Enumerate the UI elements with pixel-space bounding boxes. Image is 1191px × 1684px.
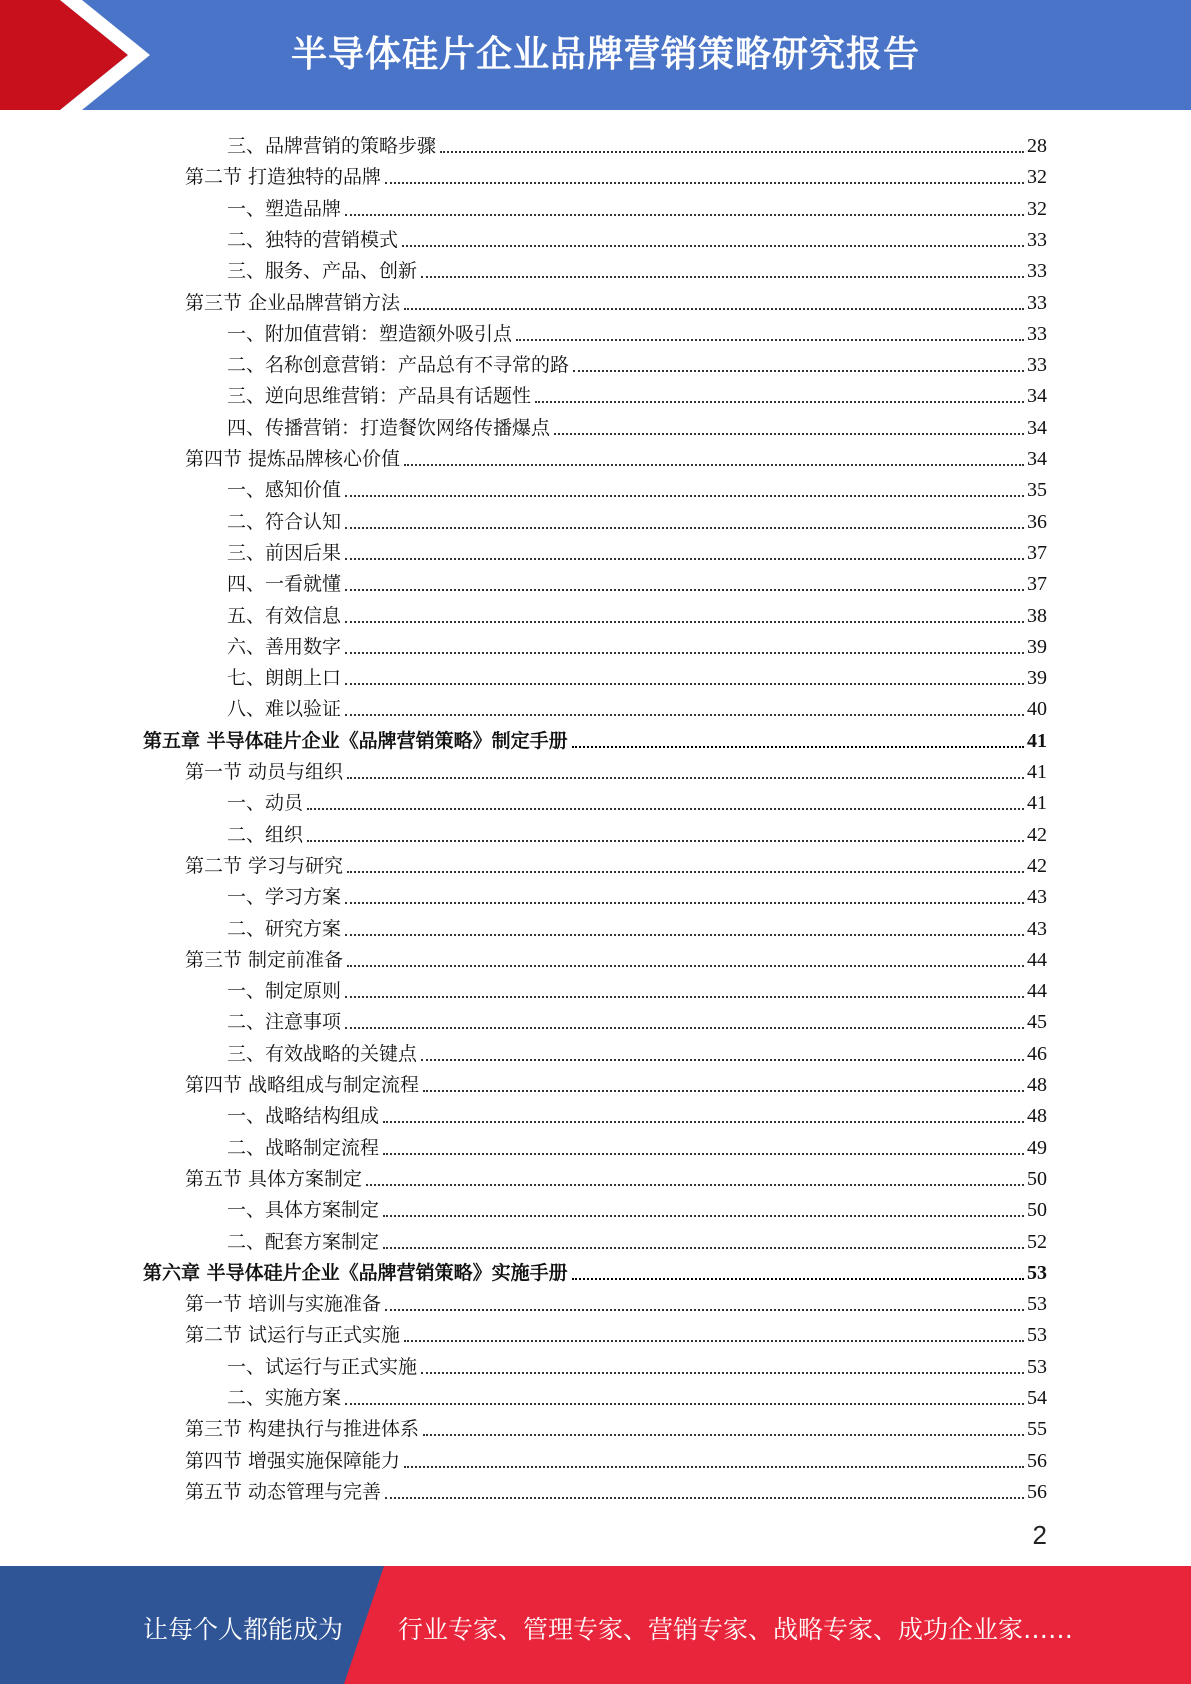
toc-subsection-entry[interactable] [227, 910, 1047, 941]
toc-subsection-entry[interactable] [227, 690, 1047, 721]
toc-entry-title: 第一节 培训与实施准备 [185, 1293, 382, 1316]
toc-entry-title: 七、朗朗上口 [227, 667, 342, 690]
toc-subsection-entry[interactable] [227, 315, 1047, 346]
toc-entry-title: 三、品牌营销的策略步骤 [227, 135, 437, 157]
toc-entry-page: 34 [1027, 416, 1047, 439]
toc-subsection-entry[interactable] [227, 1003, 1047, 1034]
toc-section-entry[interactable] [185, 1066, 1047, 1097]
page-number: 2 [1032, 1520, 1047, 1550]
toc-entry-page: 53 [1027, 1355, 1047, 1378]
toc-entry-page: 37 [1027, 541, 1047, 564]
toc-entry-page: 39 [1027, 667, 1047, 690]
toc-subsection-entry[interactable] [227, 1097, 1047, 1128]
toc-leader-dots [404, 1340, 1024, 1342]
toc-leader-dots [345, 589, 1024, 591]
toc-entry-page: 54 [1027, 1387, 1047, 1409]
toc-entry-title: 三、有效战略的关键点 [227, 1042, 418, 1065]
toc-entry-page: 39 [1027, 635, 1047, 658]
toc-subsection-entry[interactable] [227, 503, 1047, 534]
toc-entry-title: 第一节 动员与组织 [185, 761, 344, 783]
toc-leader-dots [366, 1184, 1024, 1186]
toc-subsection-entry[interactable] [227, 1223, 1047, 1254]
toc-entry-page: 41 [1027, 761, 1047, 783]
toc-leader-dots [345, 934, 1024, 936]
toc-entry-page: 35 [1027, 479, 1047, 502]
toc-leader-dots [383, 1247, 1024, 1249]
toc-entry-page: 28 [1027, 135, 1047, 157]
toc-leader-dots [345, 495, 1024, 497]
toc-leader-dots [402, 245, 1024, 247]
toc-subsection-entry[interactable] [227, 409, 1047, 440]
toc-subsection-entry[interactable] [227, 221, 1047, 252]
toc-section-entry[interactable] [185, 1160, 1047, 1191]
toc-subsection-entry[interactable] [227, 972, 1047, 1003]
toc-subsection-entry[interactable] [227, 659, 1047, 690]
toc-leader-dots [385, 1497, 1024, 1499]
toc-entry-title: 五、有效信息 [227, 604, 342, 627]
toc-subsection-entry[interactable] [227, 346, 1047, 377]
toc-entry-page: 40 [1027, 698, 1047, 721]
toc-entry-page: 37 [1027, 573, 1047, 596]
toc-subsection-entry[interactable] [227, 878, 1047, 909]
toc-entry-title: 一、具体方案制定 [227, 1199, 380, 1222]
toc-entry-page: 33 [1027, 291, 1047, 314]
toc-section-entry[interactable] [185, 1442, 1047, 1473]
toc-leader-dots [554, 433, 1024, 435]
toc-leader-dots [307, 840, 1024, 842]
toc-leader-dots [383, 1121, 1024, 1123]
toc-subsection-entry[interactable] [227, 252, 1047, 283]
toc-leader-dots [421, 276, 1024, 278]
toc-entry-title: 第三节 制定前准备 [185, 948, 344, 971]
toc-entry-title: 二、独特的营销模式 [227, 228, 399, 251]
toc-entry-page: 43 [1027, 886, 1047, 909]
toc-subsection-entry[interactable] [227, 1348, 1047, 1379]
toc-section-entry[interactable] [185, 847, 1047, 878]
toc-subsection-entry[interactable] [227, 597, 1047, 628]
toc-entry-title: 六、善用数字 [227, 635, 342, 658]
toc-entry-title: 一、试运行与正式实施 [227, 1355, 418, 1378]
toc-entry-page: 33 [1027, 322, 1047, 345]
toc-leader-dots [345, 1403, 1024, 1405]
toc-entry-page: 43 [1027, 917, 1047, 940]
toc-entry-page: 34 [1027, 448, 1047, 470]
footer-slogan-left: 让每个人都能成为 [143, 1615, 344, 1644]
toc-leader-dots [345, 683, 1024, 685]
toc-leader-dots [345, 214, 1024, 216]
page-footer [0, 1566, 1191, 1684]
toc-leader-dots [423, 1434, 1024, 1436]
toc-entry-page: 53 [1027, 1261, 1047, 1284]
toc-leader-dots [347, 965, 1024, 967]
toc-entry-page: 42 [1027, 854, 1047, 877]
toc-leader-dots [421, 1059, 1024, 1061]
toc-entry-title: 一、动员 [227, 792, 304, 815]
toc-entry-page: 44 [1027, 948, 1047, 971]
toc-leader-dots [404, 464, 1024, 466]
toc-subsection-entry[interactable] [227, 628, 1047, 659]
page-header [0, 0, 1191, 110]
toc-entry-page: 44 [1027, 980, 1047, 1003]
toc-entry-title: 第四节 增强实施保障能力 [185, 1449, 401, 1472]
toc-leader-dots [345, 527, 1024, 529]
toc-subsection-entry[interactable] [227, 471, 1047, 502]
toc-section-entry[interactable] [185, 440, 1047, 471]
toc-entry-title: 三、逆向思维营销：产品具有话题性 [227, 385, 532, 408]
toc-entry-page: 45 [1027, 1011, 1047, 1034]
toc-section-entry[interactable] [185, 1316, 1047, 1347]
toc-entry-page: 41 [1027, 792, 1047, 815]
toc-leader-dots [347, 871, 1024, 873]
toc-subsection-entry[interactable] [227, 1035, 1047, 1066]
toc-leader-dots [440, 151, 1024, 153]
toc-leader-dots [345, 621, 1024, 623]
toc-leader-dots [345, 652, 1024, 654]
toc-leader-dots [345, 1027, 1024, 1029]
toc-leader-dots [572, 746, 1024, 748]
toc-entry-title: 四、传播营销：打造餐饮网络传播爆点 [227, 416, 551, 439]
toc-chapter-entry[interactable] [143, 1254, 1047, 1285]
document-title: 半导体硅片企业品牌营销策略研究报告 [290, 34, 920, 75]
toc-entry-page: 48 [1027, 1105, 1047, 1128]
toc-entry-title: 第二节 试运行与正式实施 [185, 1324, 401, 1347]
toc-entry-title: 一、附加值营销：塑造额外吸引点 [227, 322, 513, 345]
toc-section-entry[interactable] [185, 1285, 1047, 1316]
toc-leader-dots [345, 902, 1024, 904]
toc-leader-dots [572, 1278, 1024, 1280]
toc-entry-page: 49 [1027, 1136, 1047, 1159]
toc-entry-page: 50 [1027, 1167, 1047, 1190]
toc-leader-dots [307, 808, 1024, 810]
toc-entry-title: 第三节 构建执行与推进体系 [185, 1418, 420, 1441]
toc-entry-title: 第三节 企业品牌营销方法 [185, 291, 401, 314]
toc-entry-page: 41 [1027, 729, 1047, 752]
toc-entry-title: 一、感知价值 [227, 479, 342, 502]
toc-section-entry[interactable] [185, 941, 1047, 972]
toc-leader-dots [573, 370, 1024, 372]
toc-entry-page: 55 [1027, 1418, 1047, 1441]
toc-entry-page: 46 [1027, 1042, 1047, 1065]
toc-subsection-entry[interactable] [227, 1191, 1047, 1222]
toc-section-entry[interactable] [185, 284, 1047, 315]
toc-entry-page: 32 [1027, 197, 1047, 220]
toc-entry-page: 48 [1027, 1074, 1047, 1096]
toc-entry-page: 50 [1027, 1199, 1047, 1222]
toc-entry-title: 二、名称创意营销：产品总有不寻常的路 [227, 354, 570, 377]
toc-entry-title: 八、难以验证 [227, 698, 342, 721]
toc-leader-dots [383, 1215, 1024, 1217]
toc-subsection-entry[interactable] [227, 190, 1047, 221]
footer-slogan-right: 行业专家、管理专家、营销专家、战略专家、成功企业家…… [398, 1615, 1074, 1644]
toc-leader-dots [345, 714, 1024, 716]
toc-entry-title: 一、制定原则 [227, 980, 342, 1003]
toc-leader-dots [383, 1153, 1024, 1155]
toc-entry-title: 二、符合认知 [227, 510, 342, 533]
toc-entry-page: 56 [1027, 1449, 1047, 1472]
toc-leader-dots [404, 308, 1024, 310]
toc-entry-title: 二、组织 [227, 823, 304, 846]
toc-entry-page: 33 [1027, 260, 1047, 283]
toc-entry-title: 二、注意事项 [227, 1011, 342, 1034]
toc-section-entry[interactable] [185, 1410, 1047, 1441]
toc-entry-title: 第五节 动态管理与完善 [185, 1480, 382, 1503]
toc-entry-title: 一、学习方案 [227, 886, 342, 909]
toc-entry-title: 第六章 半导体硅片企业《品牌营销策略》实施手册 [143, 1261, 568, 1284]
toc-entry-page: 38 [1027, 604, 1047, 627]
toc-entry-title: 二、研究方案 [227, 917, 342, 940]
toc-subsection-entry[interactable] [227, 1379, 1047, 1410]
toc-leader-dots [345, 558, 1024, 560]
toc-entry-page: 32 [1027, 166, 1047, 189]
toc-entry-title: 第五节 具体方案制定 [185, 1167, 363, 1190]
toc-entry-page: 36 [1027, 510, 1047, 533]
toc-leader-dots [347, 777, 1024, 779]
toc-subsection-entry[interactable] [227, 377, 1047, 408]
toc-entry-page: 33 [1027, 228, 1047, 251]
toc-section-entry[interactable] [185, 1473, 1047, 1504]
toc-leader-dots [421, 1372, 1024, 1374]
toc-subsection-entry[interactable] [227, 534, 1047, 565]
toc-subsection-entry[interactable] [227, 565, 1047, 596]
toc-chapter-entry[interactable] [143, 722, 1047, 753]
toc-subsection-entry[interactable] [227, 127, 1047, 158]
toc-leader-dots [345, 996, 1024, 998]
toc-leader-dots [516, 339, 1024, 341]
toc-entry-title: 二、战略制定流程 [227, 1136, 380, 1159]
toc-leader-dots [423, 1090, 1024, 1092]
toc-entry-page: 52 [1027, 1230, 1047, 1253]
toc-entry-page: 56 [1027, 1480, 1047, 1503]
toc-entry-title: 第四节 战略组成与制定流程 [185, 1074, 420, 1096]
toc-entry-page: 53 [1027, 1293, 1047, 1316]
toc-subsection-entry[interactable] [227, 816, 1047, 847]
toc-subsection-entry[interactable] [227, 784, 1047, 815]
toc-leader-dots [535, 401, 1024, 403]
toc-entry-title: 二、实施方案 [227, 1387, 342, 1409]
toc-entry-title: 四、一看就懂 [227, 573, 342, 596]
toc-entry-title: 三、服务、产品、创新 [227, 260, 418, 283]
toc-section-entry[interactable] [185, 158, 1047, 189]
toc-leader-dots [404, 1466, 1024, 1468]
toc-subsection-entry[interactable] [227, 1129, 1047, 1160]
toc-section-entry[interactable] [185, 753, 1047, 784]
toc-entry-page: 33 [1027, 354, 1047, 377]
toc-entry-title: 二、配套方案制定 [227, 1230, 380, 1253]
toc-entry-title: 第二节 学习与研究 [185, 854, 344, 877]
toc-entry-title: 三、前因后果 [227, 541, 342, 564]
toc-entry-title: 第四节 提炼品牌核心价值 [185, 448, 401, 470]
toc-entry-page: 53 [1027, 1324, 1047, 1347]
toc-entry-title: 一、战略结构组成 [227, 1105, 380, 1128]
toc-entry-title: 第二节 打造独特的品牌 [185, 166, 382, 189]
toc-entry-page: 34 [1027, 385, 1047, 408]
toc-leader-dots [385, 1309, 1024, 1311]
toc-entry-title: 第五章 半导体硅片企业《品牌营销策略》制定手册 [143, 729, 568, 752]
toc-entry-title: 一、塑造品牌 [227, 197, 342, 220]
toc-entry-page: 42 [1027, 823, 1047, 846]
toc-leader-dots [385, 182, 1024, 184]
